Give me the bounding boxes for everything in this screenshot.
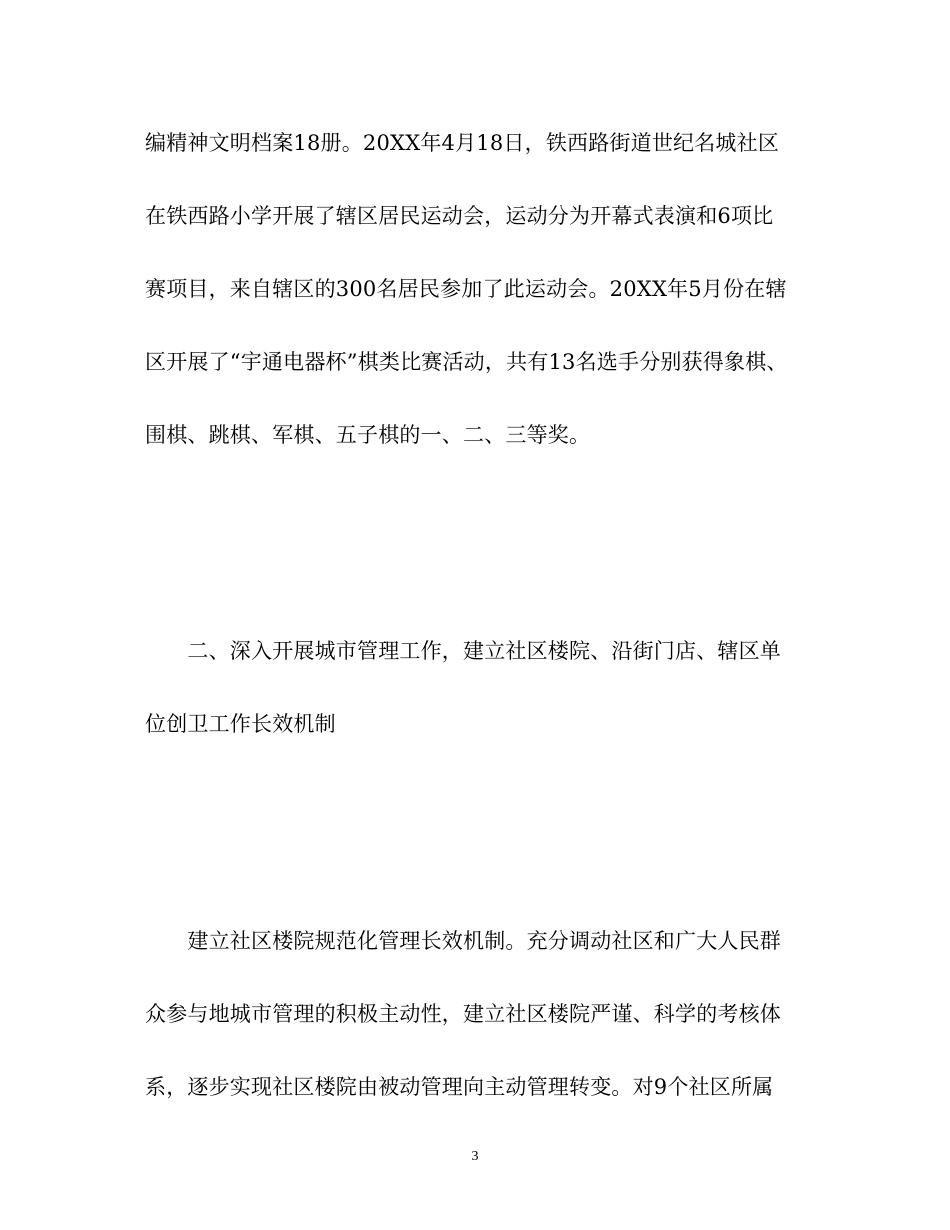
text-line: 在铁西路小学开展了辖区居民运动会，运动分为开幕式表演和6项比 — [145, 204, 774, 228]
text-line: 系，逐步实现社区楼院由被动管理向主动管理转变。对9个社区所属 — [145, 1075, 774, 1099]
heading-line: 二、深入开展城市管理工作，建立社区楼院、沿街门店、辖区单 — [145, 639, 781, 663]
heading-line: 位创卫工作长效机制 — [145, 712, 336, 736]
text-line: 众参与地城市管理的积极主动性，建立社区楼院严谨、科学的考核体 — [145, 1002, 781, 1026]
text-line: 围棋、跳棋、军棋、五子棋的一、二、三等奖。 — [145, 423, 591, 447]
text-line: 建立社区楼院规范化管理长效机制。充分调动社区和广大人民群 — [145, 929, 781, 953]
page-number: 3 — [471, 1149, 479, 1164]
text-line: 区开展了“宇通电器杯”棋类比赛活动，共有13名选手分别获得象棋、 — [145, 350, 788, 374]
text-line: 赛项目，来自辖区的300名居民参加了此运动会。20XX年5月份在辖 — [145, 277, 787, 301]
text-line: 编精神文明档案18册。20XX年4月18日，铁西路街道世纪名城社区 — [145, 131, 780, 155]
